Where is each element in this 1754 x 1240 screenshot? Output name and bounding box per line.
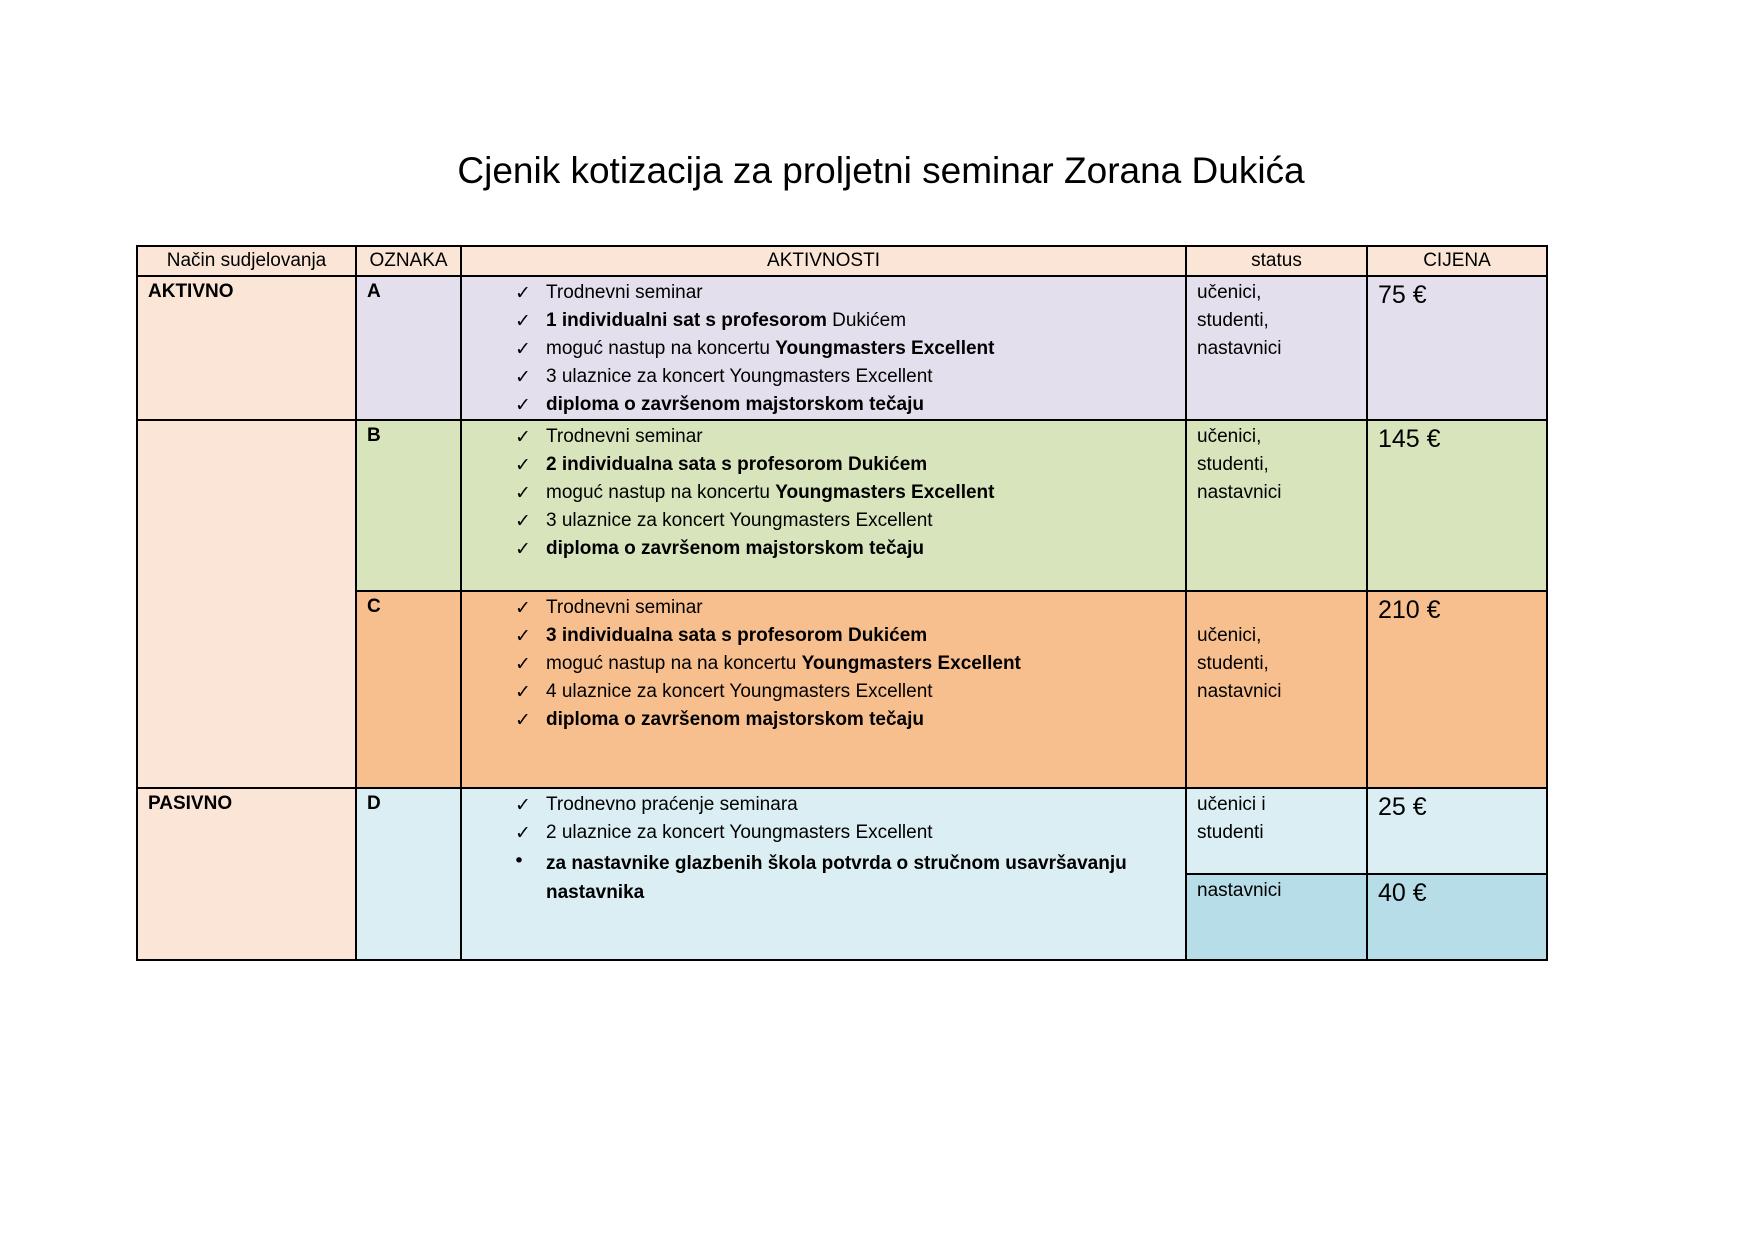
activities-list-b: [510, 423, 1181, 563]
activity-text: 3 individualna sata s profesorom Dukićem: [546, 625, 928, 646]
activities-list-d: [510, 791, 1181, 907]
status-line: nastavnici: [1197, 880, 1282, 901]
activity-item: [510, 706, 1181, 734]
activity-text: Trodnevni seminar: [546, 426, 703, 447]
activity-text: Youngmasters Excellent: [801, 653, 1021, 674]
checkmark-icon: ✓: [515, 454, 531, 476]
checkmark-icon: ✓: [515, 681, 531, 703]
activity-item: [510, 535, 1181, 563]
activity-text: Youngmasters Excellent: [775, 338, 995, 359]
checkmark-icon: ✓: [515, 625, 531, 647]
activity-item: [510, 650, 1181, 678]
status-line: [1197, 594, 1356, 622]
checkmark-icon: ✓: [515, 794, 531, 816]
header-mode: Način sudjelovanja: [137, 246, 356, 276]
activity-item: [510, 678, 1181, 706]
status-d-teachers: [1186, 874, 1367, 960]
activity-text: 3 ulaznice za koncert Youngmasters Excellent: [546, 366, 933, 387]
activity-text: moguć nastup na koncertu: [546, 338, 776, 359]
activity-item: [510, 363, 1181, 391]
activity-item: [510, 791, 1181, 819]
activity-item: [510, 423, 1181, 451]
table-row: [137, 788, 1547, 874]
activity-text: moguć nastup na koncertu: [546, 482, 776, 503]
header-status: status: [1186, 246, 1367, 276]
checkmark-icon: ✓: [515, 338, 531, 360]
status-line: studenti,: [1197, 454, 1269, 475]
header-activities: AKTIVNOSTI: [461, 246, 1186, 276]
checkmark-icon: ✓: [515, 709, 531, 731]
activity-text: 3 ulaznice za koncert Youngmasters Excellent: [546, 510, 933, 531]
status-line: učenici i: [1197, 794, 1266, 815]
activity-item: [510, 391, 1181, 419]
checkmark-icon: ✓: [515, 310, 531, 332]
checkmark-icon: ✓: [515, 510, 531, 532]
page-title: Cjenik kotizacija za proljetni seminar Zorana Dukića: [457, 150, 1305, 191]
activity-item: [510, 819, 1181, 847]
code-b: B: [356, 420, 461, 591]
activities-a: [461, 276, 1186, 420]
activity-text: 4 ulaznice za koncert Youngmasters Excellent: [546, 681, 933, 702]
activities-b: [461, 420, 1186, 591]
activity-item: [510, 847, 1181, 907]
activity-text: diploma o završenom majstorskom tečaju: [546, 709, 925, 730]
mode-active-cell: AKTIVNO: [137, 276, 356, 420]
price-a: 75 €: [1367, 276, 1547, 420]
checkmark-icon: ✓: [515, 482, 531, 504]
activities-list-c: [510, 594, 1181, 734]
activity-text: moguć nastup na na koncertu: [546, 653, 802, 674]
activity-text: 2 individualna sata s profesorom Dukićem: [546, 454, 928, 475]
activity-text: 2 ulaznice za koncert Youngmasters Excellent: [546, 822, 933, 843]
activity-text: Youngmasters Excellent: [775, 482, 995, 503]
status-line: nastavnici: [1197, 681, 1282, 702]
checkmark-icon: ✓: [515, 597, 531, 619]
table-row: [137, 420, 1547, 591]
checkmark-icon: ✓: [515, 366, 531, 388]
activity-item: [510, 451, 1181, 479]
activity-text: Trodnevni seminar: [546, 597, 703, 618]
status-line: učenici,: [1197, 625, 1262, 646]
activity-text: za nastavnike glazbenih škola potvrda o stručnom usavršavanju nastavnika: [546, 853, 1127, 903]
activity-item: [510, 307, 1181, 335]
status-line: učenici,: [1197, 282, 1262, 303]
header-code: OZNAKA: [356, 246, 461, 276]
status-line: nastavnici: [1197, 338, 1282, 359]
activity-item: [510, 479, 1181, 507]
price-c: 210 €: [1367, 591, 1547, 788]
status-b: [1186, 420, 1367, 591]
code-a: A: [356, 276, 461, 420]
status-line: studenti,: [1197, 310, 1269, 331]
checkmark-icon: ✓: [515, 394, 531, 416]
code-c: C: [356, 591, 461, 788]
activity-item: [510, 279, 1181, 307]
price-d-students: 25 €: [1367, 788, 1547, 874]
checkmark-icon: ✓: [515, 538, 531, 560]
activities-list-a: [510, 279, 1181, 419]
table-row: [137, 276, 1547, 420]
price-b: 145 €: [1367, 420, 1547, 591]
checkmark-icon: ✓: [515, 282, 531, 304]
activity-text: diploma o završenom majstorskom tečaju: [546, 394, 925, 415]
activities-d: [461, 788, 1186, 960]
activity-text: Trodnevni seminar: [546, 282, 703, 303]
checkmark-icon: ✓: [515, 426, 531, 448]
table-header-row: [137, 246, 1547, 276]
activity-text: Dukićem: [832, 310, 907, 331]
activity-text: Trodnevno praćenje seminara: [546, 794, 798, 815]
activity-item: [510, 594, 1181, 622]
activity-text: diploma o završenom majstorskom tečaju: [546, 538, 925, 559]
activity-item: [510, 622, 1181, 650]
status-line: studenti: [1197, 822, 1264, 843]
status-d-students: [1186, 788, 1367, 874]
status-c: [1186, 591, 1367, 788]
activity-text: 1 individualni sat s profesorom: [546, 310, 833, 331]
header-price: CIJENA: [1367, 246, 1547, 276]
activity-item: [510, 507, 1181, 535]
code-d: D: [356, 788, 461, 960]
activities-c: [461, 591, 1186, 788]
mode-passive-cell: PASIVNO: [137, 788, 356, 960]
activity-item: [510, 335, 1181, 363]
status-line: učenici,: [1197, 426, 1262, 447]
checkmark-icon: ✓: [515, 653, 531, 675]
status-a: [1186, 276, 1367, 420]
price-d-teachers: 40 €: [1367, 874, 1547, 960]
status-line: nastavnici: [1197, 482, 1282, 503]
mode-empty-cell: [137, 420, 356, 788]
pricing-table: [136, 245, 1548, 961]
status-line: studenti,: [1197, 653, 1269, 674]
checkmark-icon: ✓: [515, 822, 531, 844]
bullet-icon: •: [513, 850, 525, 872]
